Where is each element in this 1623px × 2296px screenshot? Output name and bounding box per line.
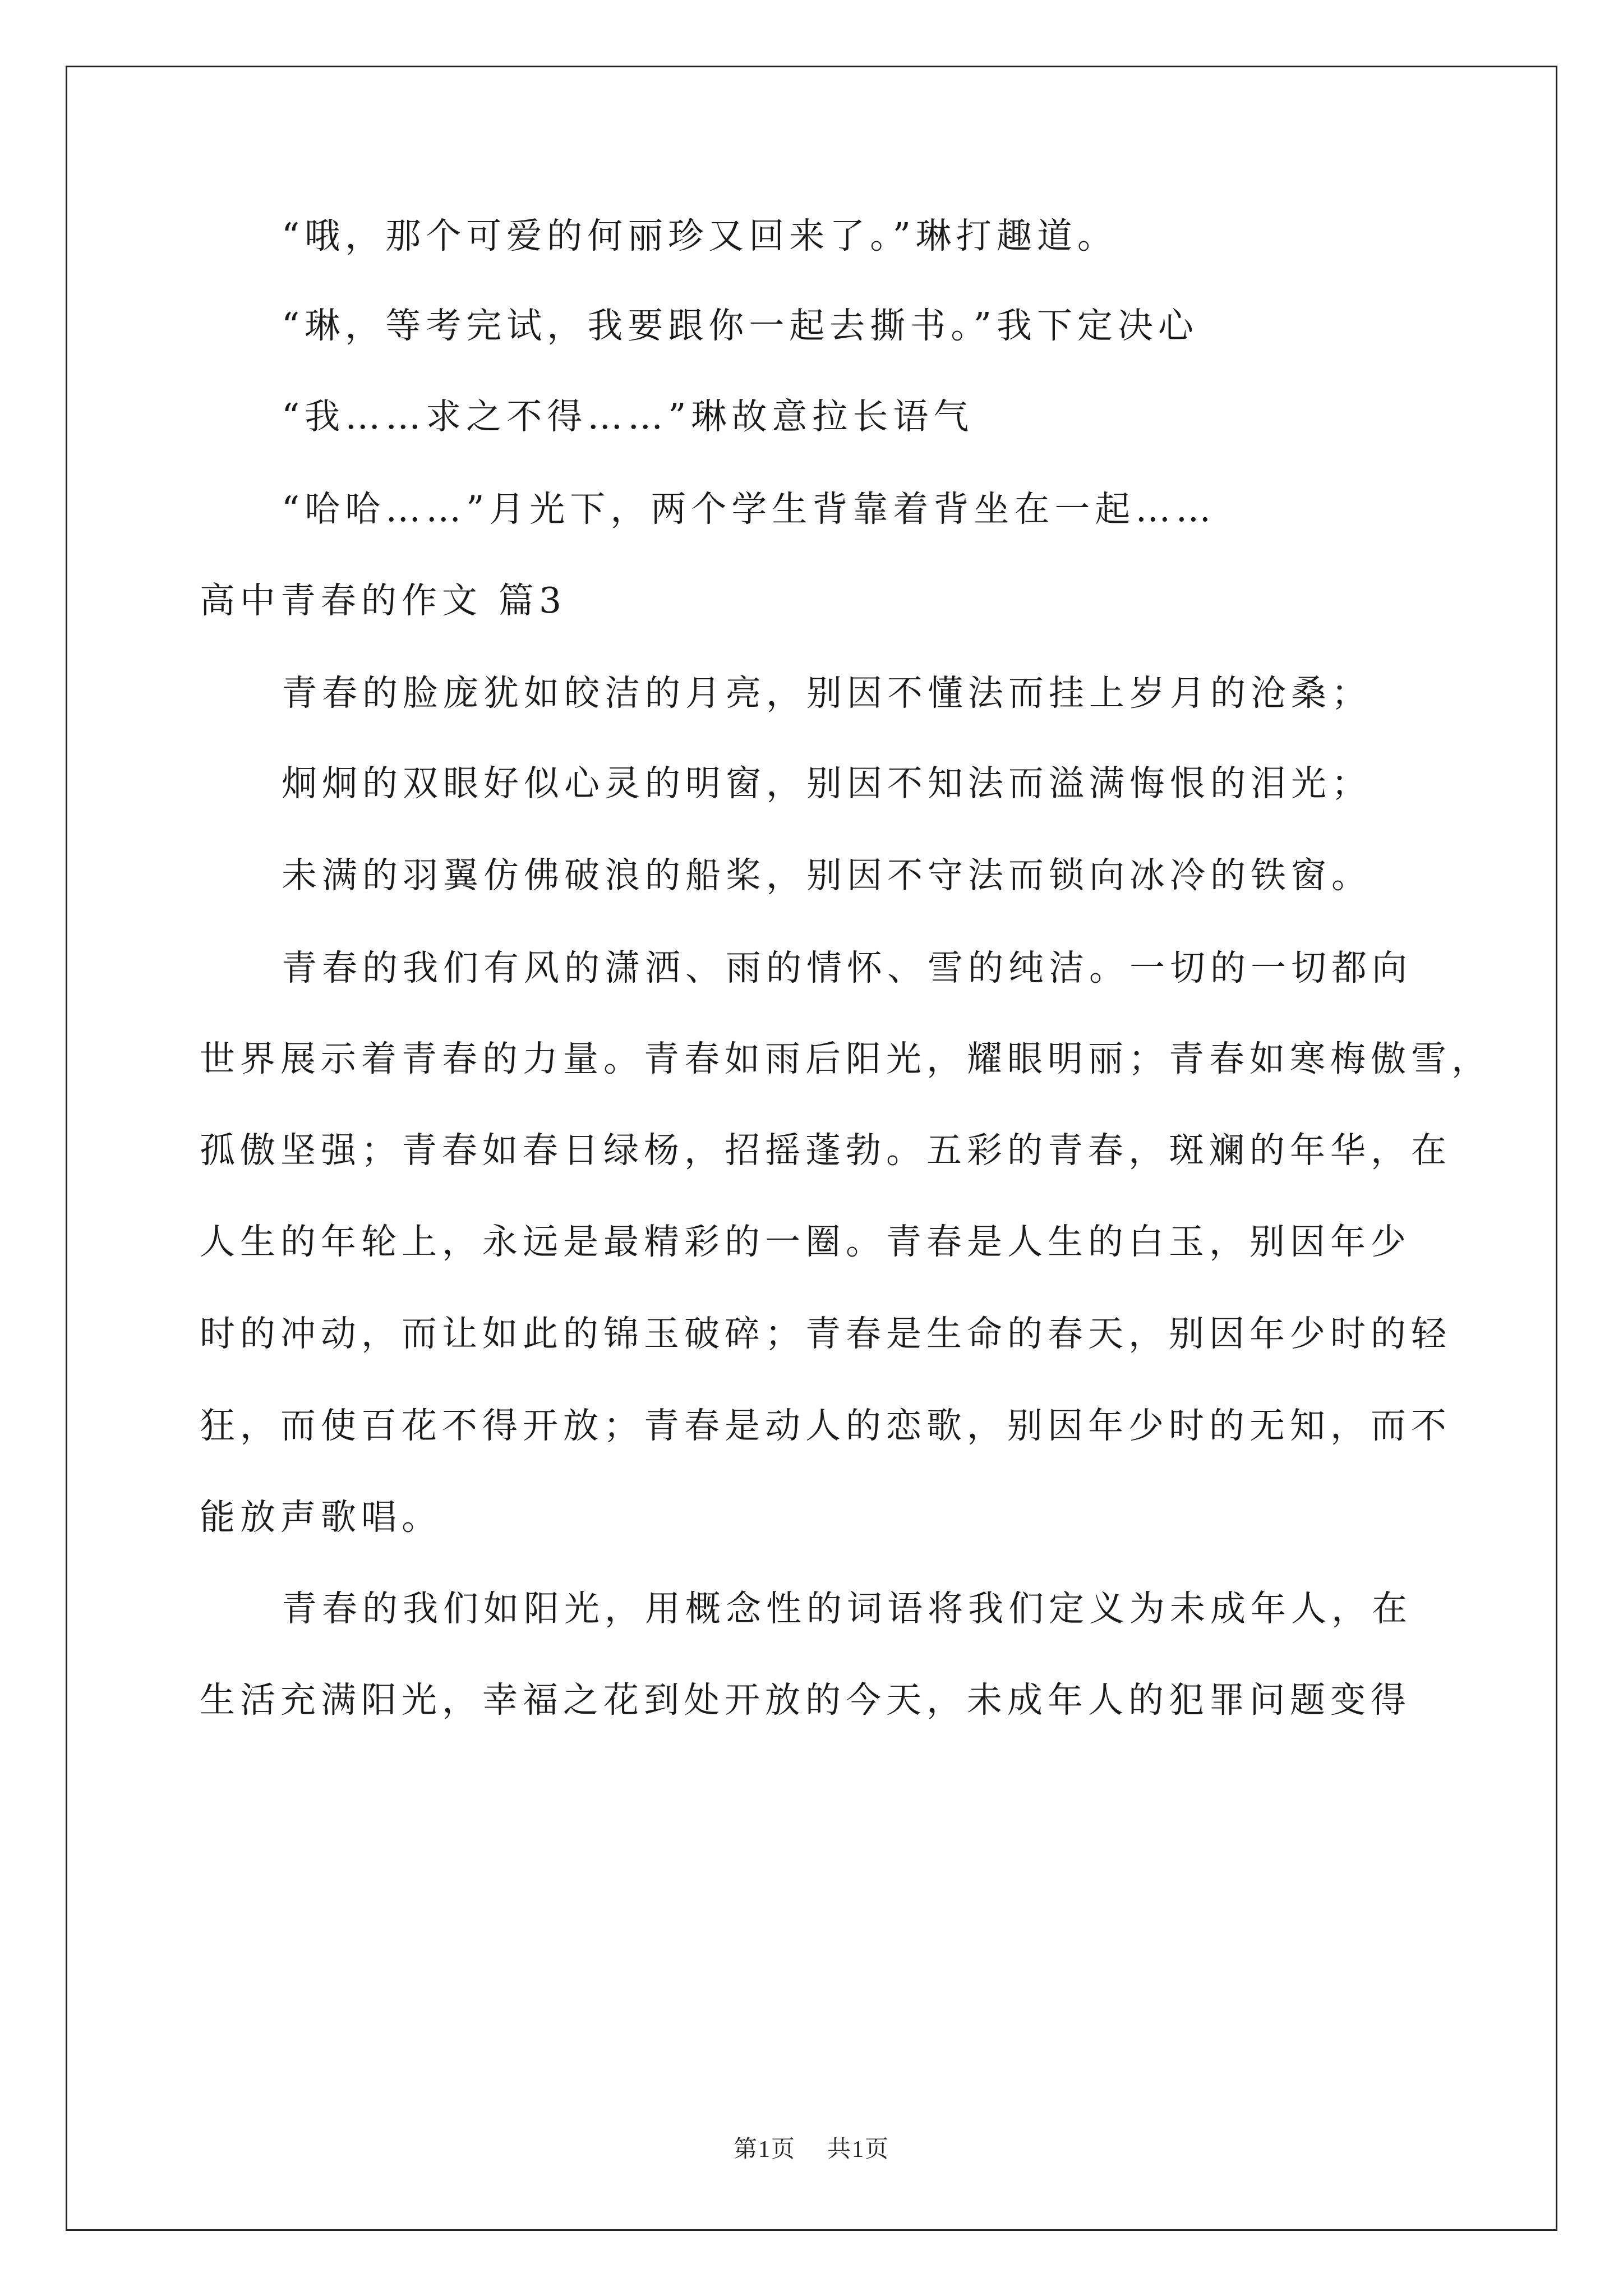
paragraph-line: 炯炯的双眼好似心灵的明窗，别因不知法而溢满悔恨的泪光； <box>282 763 1372 804</box>
section-heading: 高中青春的作文 篇3 <box>200 580 567 621</box>
paragraph-line: “琳，等考完试，我要跟你一起去撕书。”我下定决心 <box>282 305 1198 346</box>
paragraph-line: 时的冲动，而让如此的锦玉破碎；青春是生命的春天，别因年少时的轻 <box>200 1313 1451 1354</box>
page-total: 共1页 <box>827 2137 890 2162</box>
paragraph-line: “哦，那个可爱的何丽珍又回来了。”琳打趣道。 <box>282 215 1118 256</box>
paragraph-line: 孤傲坚强；青春如春日绿杨，招摇蓬勃。五彩的青春，斑斓的年华，在 <box>200 1130 1451 1171</box>
paragraph-line: 世界展示着青春的力量。青春如雨后阳光，耀眼明丽；青春如寒梅傲雪， <box>200 1038 1492 1079</box>
paragraph-line: 青春的我们有风的潇洒、雨的情怀、雪的纯洁。一切的一切都向 <box>282 947 1412 988</box>
paragraph-line: 狂，而使百花不得开放；青春是动人的恋歌，别因年少时的无知，而不 <box>200 1405 1451 1446</box>
paragraph-line: 能放声歌唱。 <box>200 1497 442 1538</box>
paragraph-line: 生活充满阳光，幸福之花到处开放的今天，未成年人的犯罪问题变得 <box>200 1680 1411 1720</box>
paragraph-line: 青春的我们如阳光，用概念性的词语将我们定义为未成年人，在 <box>282 1588 1412 1629</box>
page-footer <box>0 2131 1623 2164</box>
paragraph-line: 青春的脸庞犹如皎洁的月亮，别因不懂法而挂上岁月的沧桑； <box>282 673 1372 714</box>
paragraph-line: 未满的羽翼仿佛破浪的船桨，别因不守法而锁向冰冷的铁窗。 <box>282 855 1372 896</box>
paragraph-line: 人生的年轮上，永远是最精彩的一圈。青春是人生的白玉，别因年少 <box>200 1221 1411 1262</box>
paragraph-line: “我……求之不得……”琳故意拉长语气 <box>282 396 974 437</box>
paragraph-line: “哈哈……”月光下，两个学生背靠着背坐在一起…… <box>282 489 1216 530</box>
page-number: 第1页 <box>733 2137 796 2162</box>
